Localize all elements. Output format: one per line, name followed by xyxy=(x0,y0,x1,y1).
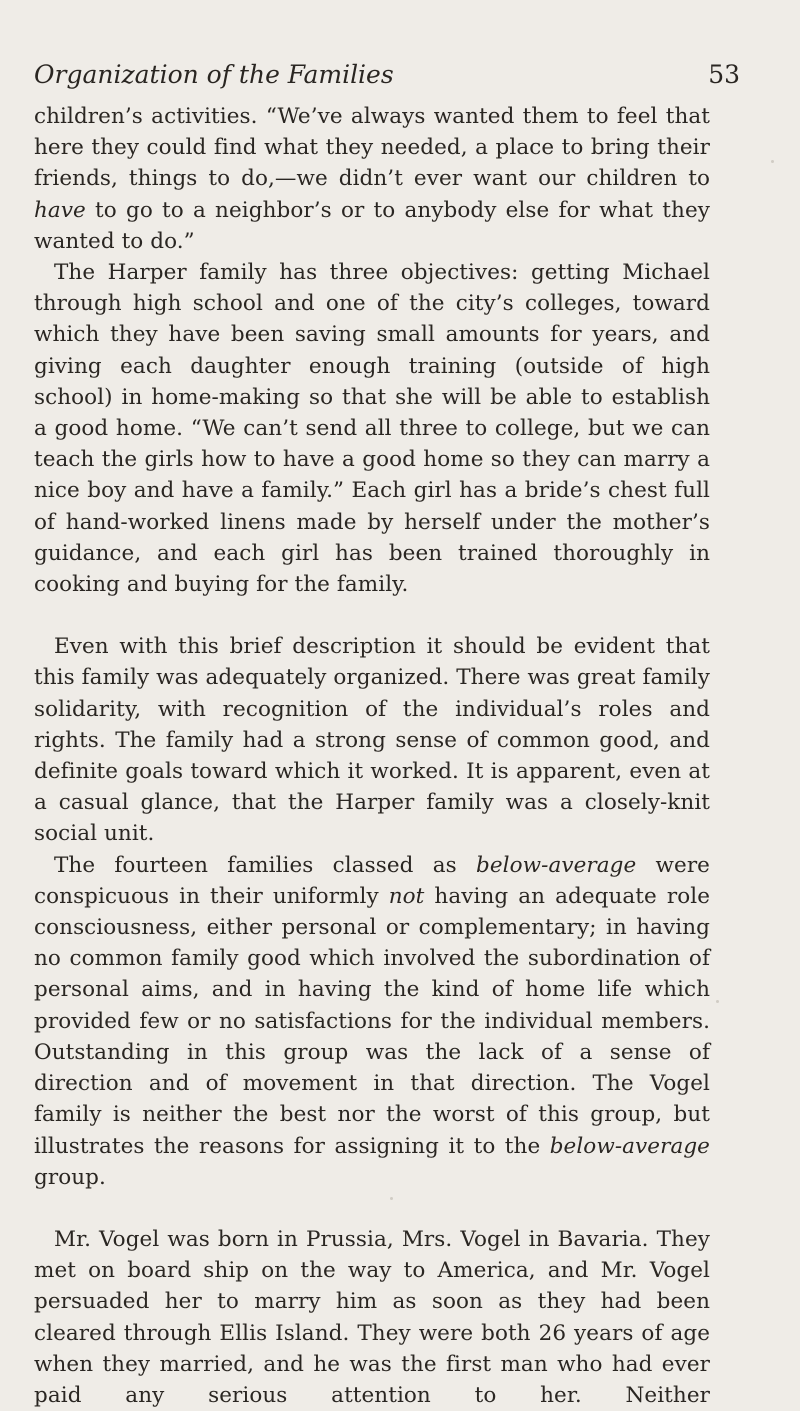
text-run: The Harper family has three objectives: getting Michael through high school and one of the city’s colleges, toward which they have been saving small amounts for years, and giving each daughter enough training (outside of high school) in home-making so that she will be able to establish a good home. “We can’t send all three to college, but we can teach the girls how to have a good home so they can marry a nice boy and have a family.” Each girl has a bride’s chest full of hand-worked linens made by herself under the mother’s guidance, and each girl has been trained thoroughly in cooking and buying for the family. xyxy=(34,260,710,598)
emphasis-text: have xyxy=(34,197,86,223)
text-run: Mr. Vogel was born in Prussia, Mrs. Vogel in Bavaria. They met on board ship on the way to America, and Mr. Vogel persuaded her to marry him as soon as they had been cleared through Ellis Island. They were both 26 years of age when they married, and he was the first man who had ever paid any serious attention to her. Neither xyxy=(34,1226,710,1408)
paper-speck xyxy=(390,1197,393,1200)
text-run: having an adequate role consciousness, either personal or complementary; in having no common family good which involved the subordination of personal aims, and in having the kind of home life which provided few or no satisfactions for the individual members. Outstanding in this group was the lack of a sense of direction and of movement in that direction. The Vogel family is neither the best nor the worst of this group, but illustrates the reasons for assigning it to the xyxy=(34,883,710,1159)
body-text xyxy=(34,101,710,1411)
text-run: children’s activities. “We’ve always wanted them to feel that here they could find what they needed, a place to bring their friends, things to do,—we didn’t ever want our children to xyxy=(34,104,710,192)
paragraph xyxy=(34,1224,710,1411)
paragraph xyxy=(34,850,710,1193)
text-run: Even with this brief description it should be evident that this family was adequately organized. There was great family solidarity, with recognition of the individual’s roles and rights. The family had a strong sense of common good, and definite goals toward which it worked. It is apparent, even at a casual glance, that the Harper family was a closely-knit social unit. xyxy=(34,634,710,847)
running-title: Organization of the Families xyxy=(34,60,394,89)
emphasis-text: below-average xyxy=(549,1133,710,1159)
paper-speck xyxy=(716,1000,719,1003)
paper-speck xyxy=(771,160,774,163)
page-number: 53 xyxy=(708,60,740,89)
text-run: The fourteen families classed as xyxy=(54,852,476,878)
text-run: group. xyxy=(34,1164,106,1190)
emphasis-text: below-average xyxy=(476,852,637,878)
text-run: to go to a neighbor’s or to anybody else for what they wanted to do.” xyxy=(34,197,710,254)
emphasis-text: not xyxy=(388,883,425,909)
text-run: were conspicuous in their uniformly xyxy=(34,852,710,909)
paragraph xyxy=(34,101,710,257)
paragraph xyxy=(34,631,710,849)
running-head xyxy=(34,60,740,92)
paragraph xyxy=(34,257,710,600)
